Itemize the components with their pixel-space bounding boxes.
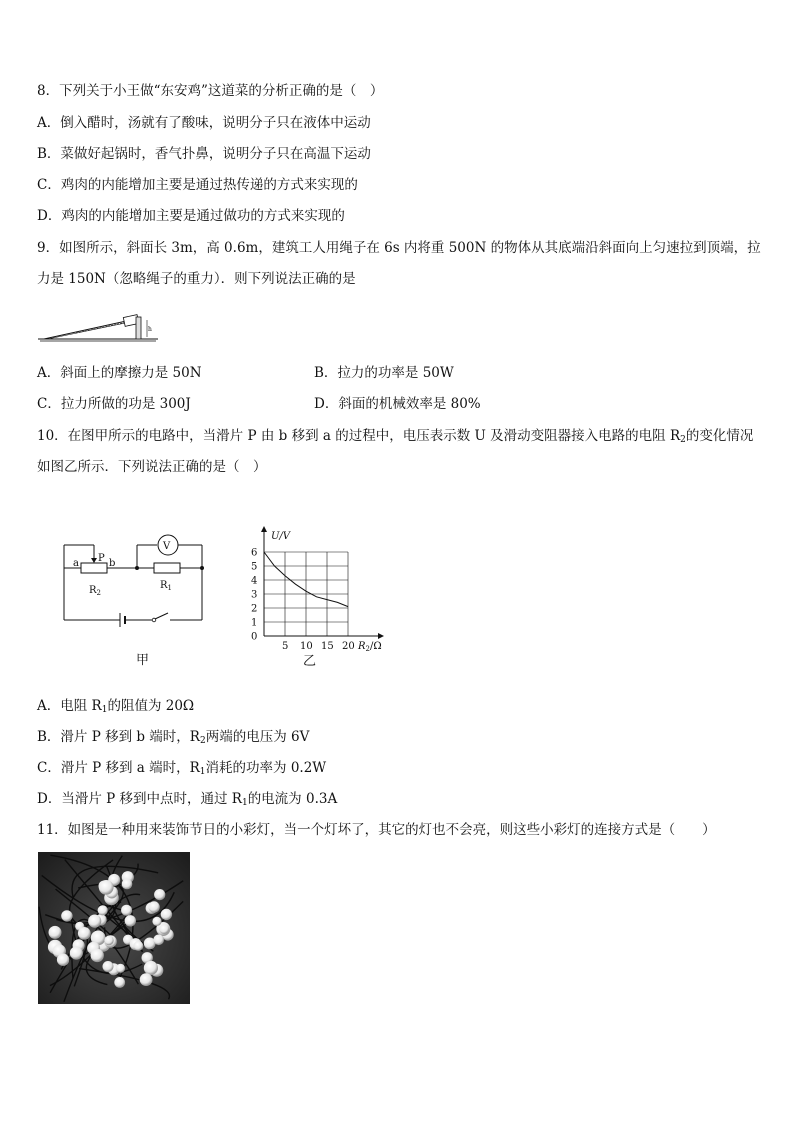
y-tick-label: 2 bbox=[251, 603, 258, 615]
label-r2: $R_2$ bbox=[89, 585, 101, 597]
label-a: a bbox=[73, 558, 79, 569]
light-bulb bbox=[159, 924, 169, 934]
light-bulb bbox=[78, 927, 91, 940]
svg-text:h: h bbox=[148, 326, 152, 333]
q9-stem-line2: 力是 150N（忽略绳子的重力）．则下列说法正确的是 bbox=[37, 271, 356, 287]
light-bulb bbox=[161, 909, 172, 920]
graph-xlabel: $R_2/\Omega$ bbox=[358, 641, 382, 653]
light-bulb bbox=[91, 949, 104, 962]
light-bulb bbox=[152, 917, 161, 926]
light-bulb bbox=[99, 880, 114, 895]
q10-option-d: D．当滑片 P 移到中点时，通过 $R_1$的电流为 0.3A bbox=[37, 791, 338, 808]
q8-option-b: B．菜做好起锅时，香气扑鼻，说明分子只在高温下运动 bbox=[37, 146, 371, 162]
light-bulb bbox=[98, 905, 108, 915]
x-tick-label: 20 bbox=[342, 641, 355, 652]
light-bulb bbox=[122, 879, 133, 890]
graph-ylabel: U/V bbox=[271, 531, 291, 542]
q8-option-a: A．倒入醋时，汤就有了酸味，说明分子只在液体中运动 bbox=[37, 115, 371, 131]
light-bulb bbox=[57, 954, 69, 966]
q11-stem: 11．如图是一种用来装饰节日的小彩灯，当一个灯坏了，其它的灯也不会亮，则这些小彩灯的连接方式是（ ） bbox=[37, 822, 716, 838]
voltage-resistance-graph bbox=[246, 524, 396, 670]
x-tick-label: 5 bbox=[282, 641, 289, 652]
light-bulb bbox=[144, 961, 158, 975]
string-lights-photo bbox=[38, 852, 190, 1004]
q10-option-c: C．滑片 P 移到 a 端时，$R_1$消耗的功率为 0.2W bbox=[37, 760, 327, 777]
label-p: P bbox=[98, 553, 105, 564]
light-bulb bbox=[103, 961, 114, 972]
circuit-diagram bbox=[56, 530, 212, 670]
q8-stem: 8．下列关于小王做“东安鸡”这道菜的分析正确的是（ ） bbox=[37, 83, 384, 99]
q9-option-a: A．斜面上的摩擦力是 50N bbox=[37, 365, 202, 381]
label-v: V bbox=[163, 541, 171, 552]
q8-option-d: D．鸡肉的内能增加主要是通过做功的方式来实现的 bbox=[37, 208, 345, 224]
label-r1: $R_1$ bbox=[160, 580, 172, 592]
light-bulb bbox=[154, 889, 165, 900]
label-b: b bbox=[109, 558, 116, 569]
y-tick-label: 6 bbox=[251, 547, 258, 559]
q9-stem-line1: 9．如图所示，斜面长 3m，高 0.6m，建筑工人用绳子在 6s 内将重 500N 的物体从其底端沿斜面向上匀速拉到顶端，拉 bbox=[37, 240, 761, 256]
y-tick-label: 5 bbox=[251, 561, 258, 573]
x-tick-label: 10 bbox=[300, 641, 313, 652]
q10-stem-line2: 如图乙所示．下列说法正确的是（ ） bbox=[37, 459, 267, 475]
light-bulb bbox=[121, 905, 132, 916]
q9-option-b: B．拉力的功率是 50W bbox=[314, 365, 454, 381]
q9-option-d: D．斜面的机械效率是 80% bbox=[314, 396, 481, 412]
light-bulb bbox=[70, 946, 83, 959]
y-tick-label: 0 bbox=[251, 631, 258, 643]
light-bulb bbox=[88, 915, 101, 928]
light-bulb bbox=[49, 926, 62, 939]
q10-option-b: B．滑片 P 移到 b 端时，$R_2$两端的电压为 6V bbox=[37, 729, 310, 746]
y-tick-label: 1 bbox=[251, 617, 258, 629]
graph-grid bbox=[264, 552, 348, 636]
caption-jia: 甲 bbox=[136, 653, 150, 668]
incline-figure bbox=[36, 308, 164, 348]
q10-stem-line1: 10．在图甲所示的电路中，当滑片 P 由 b 移到 a 的过程中，电压表示数 U 及滑动变阻器接入电路的电阻 $R_2$的变化情况 bbox=[37, 428, 754, 445]
light-bulb bbox=[153, 935, 164, 946]
light-bulb bbox=[125, 915, 136, 926]
q9-option-c: C．拉力所做的功是 300J bbox=[37, 396, 191, 412]
light-bulb bbox=[114, 977, 125, 988]
light-bulb bbox=[104, 936, 113, 945]
light-bulb bbox=[134, 941, 144, 951]
q10-option-a: A．电阻 $R_1$的阻值为 20Ω bbox=[37, 698, 195, 715]
caption-yi: 乙 bbox=[303, 654, 317, 669]
y-tick-label: 3 bbox=[251, 589, 258, 601]
light-bulb bbox=[61, 910, 72, 921]
x-tick-label: 15 bbox=[321, 641, 334, 652]
light-bulb bbox=[148, 901, 159, 912]
light-bulb bbox=[116, 964, 125, 973]
y-tick-label: 4 bbox=[251, 575, 258, 587]
light-bulb bbox=[140, 973, 153, 986]
q8-option-c: C．鸡肉的内能增加主要是通过热传递的方式来实现的 bbox=[37, 177, 358, 193]
